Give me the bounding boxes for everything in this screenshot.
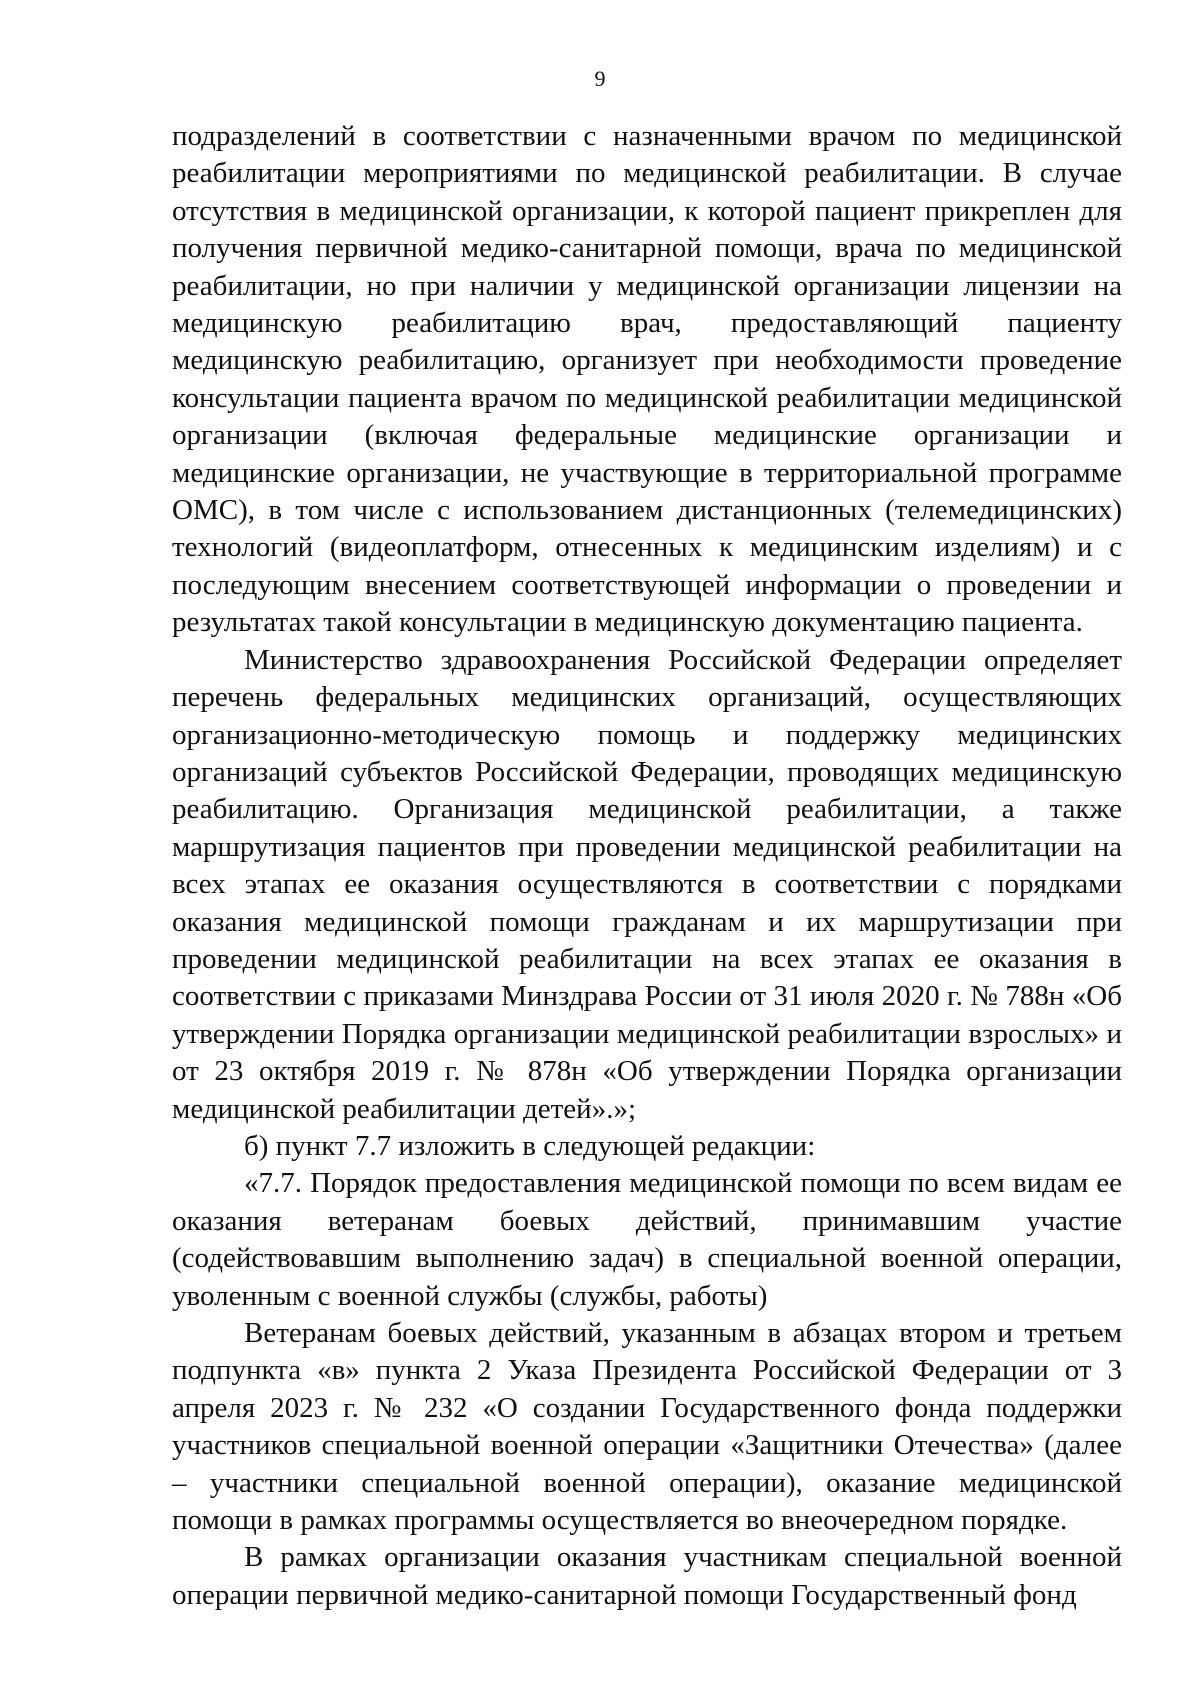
document-body bbox=[172, 118, 1122, 1614]
paragraph-1: подразделений в соответствии с назначенными врачом по медицинской реабилитации мероприятиями по медицинской реабилитации. В случае отсутствия в медицинской организации, к которой пациент прикреплен для получения первичной медико-санитарной помощи, врача по медицинской реабилитации, но при наличии у медицинской организации лицензии на медицинскую реабилитацию врач, предоставляющий пациенту медицинскую реабилитацию, организует при необходимости проведение консультации пациента врачом по медицинской реабилитации медицинской организации (включая федеральные медицинские организации и медицинские организации, не участвующие в территориальной программе ОМС), в том числе с использованием дистанционных (телемедицинских) технологий (видеоплатформ, отнесенных к медицинским изделиям) и с последующим внесением соответствующей информации о проведении и результатах такой консультации в медицинскую документацию пациента. bbox=[172, 120, 1122, 639]
paragraph-2: Министерство здравоохранения Российской Федерации определяет перечень федеральных медицинских организаций, осуществляющих организационно-методическую помощь и поддержку медицинских организаций субъектов Российской Федерации, проводящих медицинскую реабилитацию. Организация медицинской реабилитации, а также маршрутизация пациентов при проведении медицинской реабилитации на всех этапах ее оказания осуществляются в соответствии с порядками оказания медицинской помощи гражданам и их маршрутизации при проведении медицинской реабилитации на всех этапах ее оказания в соответствии с приказами Минздрава России от 31 июля 2020 г. № 788н «Об утверждении Порядка организации медицинской реабилитации взрослых» и от 23 октября 2019 г. № 878н «Об утверждении Порядка организации медицинской реабилитации детей».»; bbox=[172, 643, 1122, 1125]
paragraph-5: Ветеранам боевых действий, указанным в абзацах втором и третьем подпункта «в» пункта 2 Указа Президента Российской Федерации от 3 апреля 2023 г. № 232 «О создании Государственного фонда поддержки участников специальной военной операции «Защитники Отечества» (далее – участники специальной военной операции), оказание медицинской помощи в рамках программы осуществляется во внеочередном порядке. bbox=[172, 1317, 1122, 1537]
paragraph-3: б) пункт 7.7 изложить в следующей редакции: bbox=[244, 1129, 816, 1162]
paragraph-6: В рамках организации оказания участникам специальной военной операции первичной медико-санитарной помощи Государственный фонд bbox=[172, 1541, 1122, 1611]
page-number: 9 bbox=[594, 66, 606, 91]
paragraph-4: «7.7. Порядок предоставления медицинской помощи по всем видам ее оказания ветеранам боевых действий, принимавшим участие (содействовавшим выполнению задач) в специальной военной операции, уволенным с военной службы (службы, работы) bbox=[172, 1167, 1122, 1312]
